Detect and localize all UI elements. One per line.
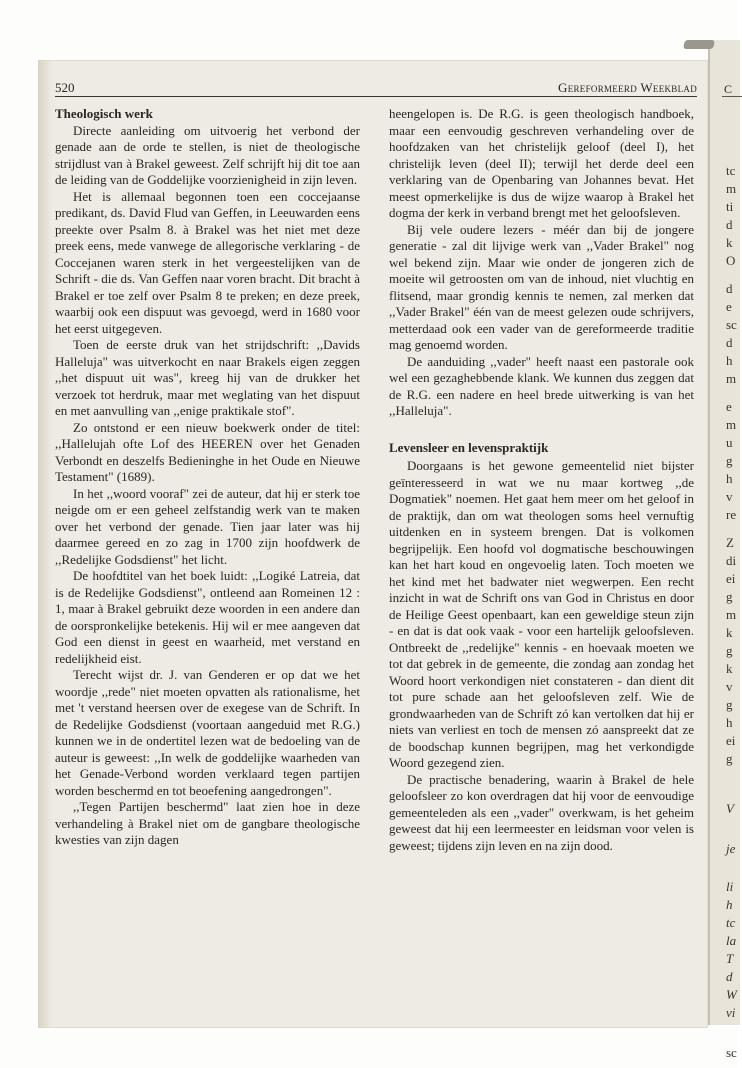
adjacent-text-fragment: h bbox=[726, 471, 733, 486]
adjacent-text-fragment: d bbox=[726, 335, 733, 350]
paragraph: In het ,,woord vooraf" zei de auteur, dat hij er sterk toe neigde om er een geheel zelfstandig werk van te maken over het verbond der genade. Tien jaar later was hij daarmee gereed en zo zag in 1700 zijn hoofdwerk de ,,Redelijke Godsdienst" het licht. bbox=[55, 485, 360, 567]
paragraph: De practische benadering, waarin à Brakel de hele geloofsleer zo kon overdragen dat hij voor de eenvoudige gemeenteleden als een ,,vader" overkwam, is het geheim geweest dat hij een leermeester en leidsman voor velen is geweest; tijdens zijn leven en na zijn dood. bbox=[389, 771, 694, 853]
paragraph: Doorgaans is het gewone gemeentelid niet bijster geïnteresseerd in wat we nu maar kortweg ,,de Dogmatiek" noemen. Het gaat hem meer om het geloof in de praktijk, dan om wat theologen soms heel vernuftig uitdenken en in systeem brengen. Dat is volkomen begrijpelijk. Een hoofd vol dogmatische beschouwingen kan het hart koud en ongevoelig laten. Toch moeten we het kind met het badwater niet wegwerpen. Een recht inzicht in wat de Schrift ons van God in Christus en door de Heilige Geest openbaart, kan een geweldige steun zijn - en dat is dat ook vaak - voor een hartelijk geloofsleven. Ontbreekt de ,,redelijke" kennis - en hoevaak moeten we tot dat gebrek in de gemeente, die zondag aan zondag het Woord hoort verkondigen niet constateren - dan dient dit tot pure schade aan het geloofsleven zelf. Wie de grondwaarheden van de Schrift zó kan vertolken dat hij er niets van verliest en toch de mensen zó aanspreekt dat ze de boodschap kunnen begrijpen, mag het verkondigde Woord gezegend zien. bbox=[389, 458, 694, 770]
adjacent-text-fragment: T bbox=[726, 951, 734, 966]
adjacent-text-fragment: k bbox=[726, 661, 733, 676]
adjacent-text-fragment: di bbox=[726, 553, 737, 568]
adjacent-text-fragment: g bbox=[726, 697, 733, 712]
adjacent-text-fragment: la bbox=[726, 933, 737, 948]
left-column bbox=[55, 106, 360, 849]
adjacent-text-fragment: V bbox=[726, 801, 734, 816]
paragraph: Toen de eerste druk van het strijdschrift: ,,Davids Halleluja" was uitverkocht en naar Brakels eigen zeggen ,,het dispuut uit was", kreeg hij van de drukker het verzoek tot herdruk, maar met weglating van het dispuut en met aanvulling van ,,enige praktikale stof". bbox=[55, 337, 360, 418]
adjacent-text-fragment: ti bbox=[726, 199, 734, 214]
adjacent-text-fragment: g bbox=[726, 751, 733, 766]
adjacent-text-fragment: m bbox=[726, 371, 737, 386]
adjacent-text-fragment: je bbox=[726, 841, 736, 856]
right-column bbox=[389, 106, 694, 854]
header-rule bbox=[55, 96, 697, 97]
adjacent-text-fragment: m bbox=[726, 417, 737, 432]
adjacent-text-fragment: m bbox=[726, 181, 737, 196]
paragraph: De aanduiding ,,vader" heeft naast een pastorale ook wel een gezaghebbende klank. We kunnen dus zeggen dat de R.G. een nadere en heel brede uitwerking is van het ,,Halleluja". bbox=[389, 353, 694, 418]
adjacent-text-fragment: g bbox=[726, 589, 733, 604]
journal-title: Gereformeerd Weekblad bbox=[558, 80, 697, 95]
adjacent-text-fragment: h bbox=[726, 715, 733, 730]
paragraph: Het is allemaal begonnen toen een coccejaanse predikant, ds. David Flud van Geffen, in Leeuwarden eens preekte over Psalm 8. à Brakel was het niet met deze preek eens, mede vanwege de allegorische verklaring - de Coccejanen waren sterk in het vergeestelijken van de Schrift - die ds. Van Geffen naar voren bracht. Dit bracht à Brakel er toe zelf over Psalm 8 te preken; en deze preek, waarbij ook een dispuut was gevoegd, werd in 1680 voor het eerst uitgegeven. bbox=[55, 188, 360, 336]
adjacent-text-fragment: re bbox=[726, 507, 737, 522]
adjacent-text-fragment: d bbox=[726, 217, 733, 232]
paragraph: De hoofdtitel van het boek luidt: ,,Logiké Latreia, dat is de Redelijke Godsdienst", ontleend aan Romeinen 12 : 1, maar à Brakel gebruikt deze woorden in een andere dan de oorspronkelijke betekenis. Hij wil er mee aangeven dat God een dienst in geest en waarheid, met verstand en redelijkheid eist. bbox=[55, 568, 360, 666]
adjacent-text-fragment: W bbox=[726, 987, 737, 1002]
adjacent-text-fragment: m bbox=[726, 607, 737, 622]
adjacent-text-fragment: ei bbox=[726, 733, 736, 748]
section-heading: Theologisch werk bbox=[55, 106, 153, 121]
adjacent-text-fragment: k bbox=[726, 625, 733, 640]
page-header bbox=[55, 76, 697, 96]
paragraph: Terecht wijst dr. J. van Genderen er op dat we het woordje ,,rede" niet moeten opvatten als rationalisme, het met 't verstand heersen over de exegese van de Schrift. In de Redelijke Godsdienst (voortaan aangeduid met R.G.) kunnen we in de ondertitel lezen wat de bedoeling van de auteur is geweest: ,,In welk de goddelijke waarheden van het Genade-Verbond worden verklaard tegen partijen worden beschermd en tot beoefening aangedrongen". bbox=[55, 667, 360, 798]
adjacent-text-fragment: ei bbox=[726, 571, 736, 586]
paragraph: ,,Tegen Partijen beschermd" laat zien hoe in deze verhandeling à Brakel niet om de gangbare theologische kwesties van zijn dagen bbox=[55, 799, 360, 847]
section-heading: Levensleer en levenspraktijk bbox=[389, 439, 549, 455]
adjacent-text-fragment: O bbox=[726, 253, 736, 268]
adjacent-text-fragment: u bbox=[726, 435, 733, 450]
adjacent-text-fragment: e bbox=[726, 299, 732, 314]
paper-clip bbox=[683, 40, 715, 49]
paragraph: Zo ontstond er een nieuw boekwerk onder de titel: ,,Hallelujah ofte Lof des HEEREN over het Genaden Verbondt en deszelfs Bedieninghe in het Oude en Nieuwe Testament" (1689). bbox=[55, 419, 360, 484]
paragraph: Bij vele oudere lezers - méér dan bij de jongere generatie - zal dit lijvige werk van ,,Vader Brakel" nog wel bekend zijn. Maar wie onder de jongeren zich de moeite wil getroosten om van de inhoud, niet vluchtig en flitsend, maar grondig kennis te nemen, zal merken dat ,,Vader Brakel" één van de meest gelezen oude schrijvers, metterdaad ook een vader van de gereformeerde traditie mag genoemd worden. bbox=[389, 221, 694, 352]
adjacent-text-fragment: g bbox=[726, 453, 733, 468]
paragraph-continuation: heengelopen is. De R.G. is geen theologisch handboek, maar een eenvoudig geschreven verhandeling over de hoofdzaken van het christelijk geloof (deel I), het christelijk leven (deel II); terwijl het derde deel een verklaring van de Openbaring van Johannes bevat. Het meest opmerkelijke is dus de wijze waarop à Brakel het dogma der kerk in verband brengt met het geloofsleven. bbox=[389, 106, 694, 220]
adjacent-text-fragment: sc bbox=[726, 1045, 737, 1060]
adjacent-text-fragment: h bbox=[726, 353, 733, 368]
adjacent-text-fragment: d bbox=[726, 281, 733, 296]
adjacent-page-header-fragment: C bbox=[724, 82, 733, 96]
adjacent-text-fragment: vi bbox=[726, 1005, 736, 1020]
adjacent-text-fragment: v bbox=[726, 489, 733, 504]
adjacent-text-fragment: g bbox=[726, 643, 733, 658]
adjacent-text-fragment: tc bbox=[726, 915, 736, 930]
adjacent-text-fragment: tc bbox=[726, 163, 736, 178]
adjacent-text-fragment: v bbox=[726, 679, 733, 694]
adjacent-text-fragment: sc bbox=[726, 317, 737, 332]
adjacent-text-fragment: li bbox=[726, 879, 734, 894]
adjacent-text-fragment: d bbox=[726, 969, 733, 984]
page-number: 520 bbox=[55, 80, 75, 95]
adjacent-text-fragment: e bbox=[726, 399, 732, 414]
adjacent-page-edge bbox=[708, 40, 740, 1060]
adjacent-text-fragment: k bbox=[726, 235, 733, 250]
adjacent-text-fragment: h bbox=[726, 897, 733, 912]
adjacent-page-header-rule bbox=[722, 96, 742, 97]
paragraph: Directe aanleiding om uitvoerig het verbond der genade aan de orde te stellen, is niet de theologische strijdlust van à Brakel geweest. Zelf schrijft hij dit toe aan de leiding van de Goddelijke voorzienigheid in zijn leven. bbox=[55, 122, 360, 187]
adjacent-text-fragment: Z bbox=[726, 535, 734, 550]
